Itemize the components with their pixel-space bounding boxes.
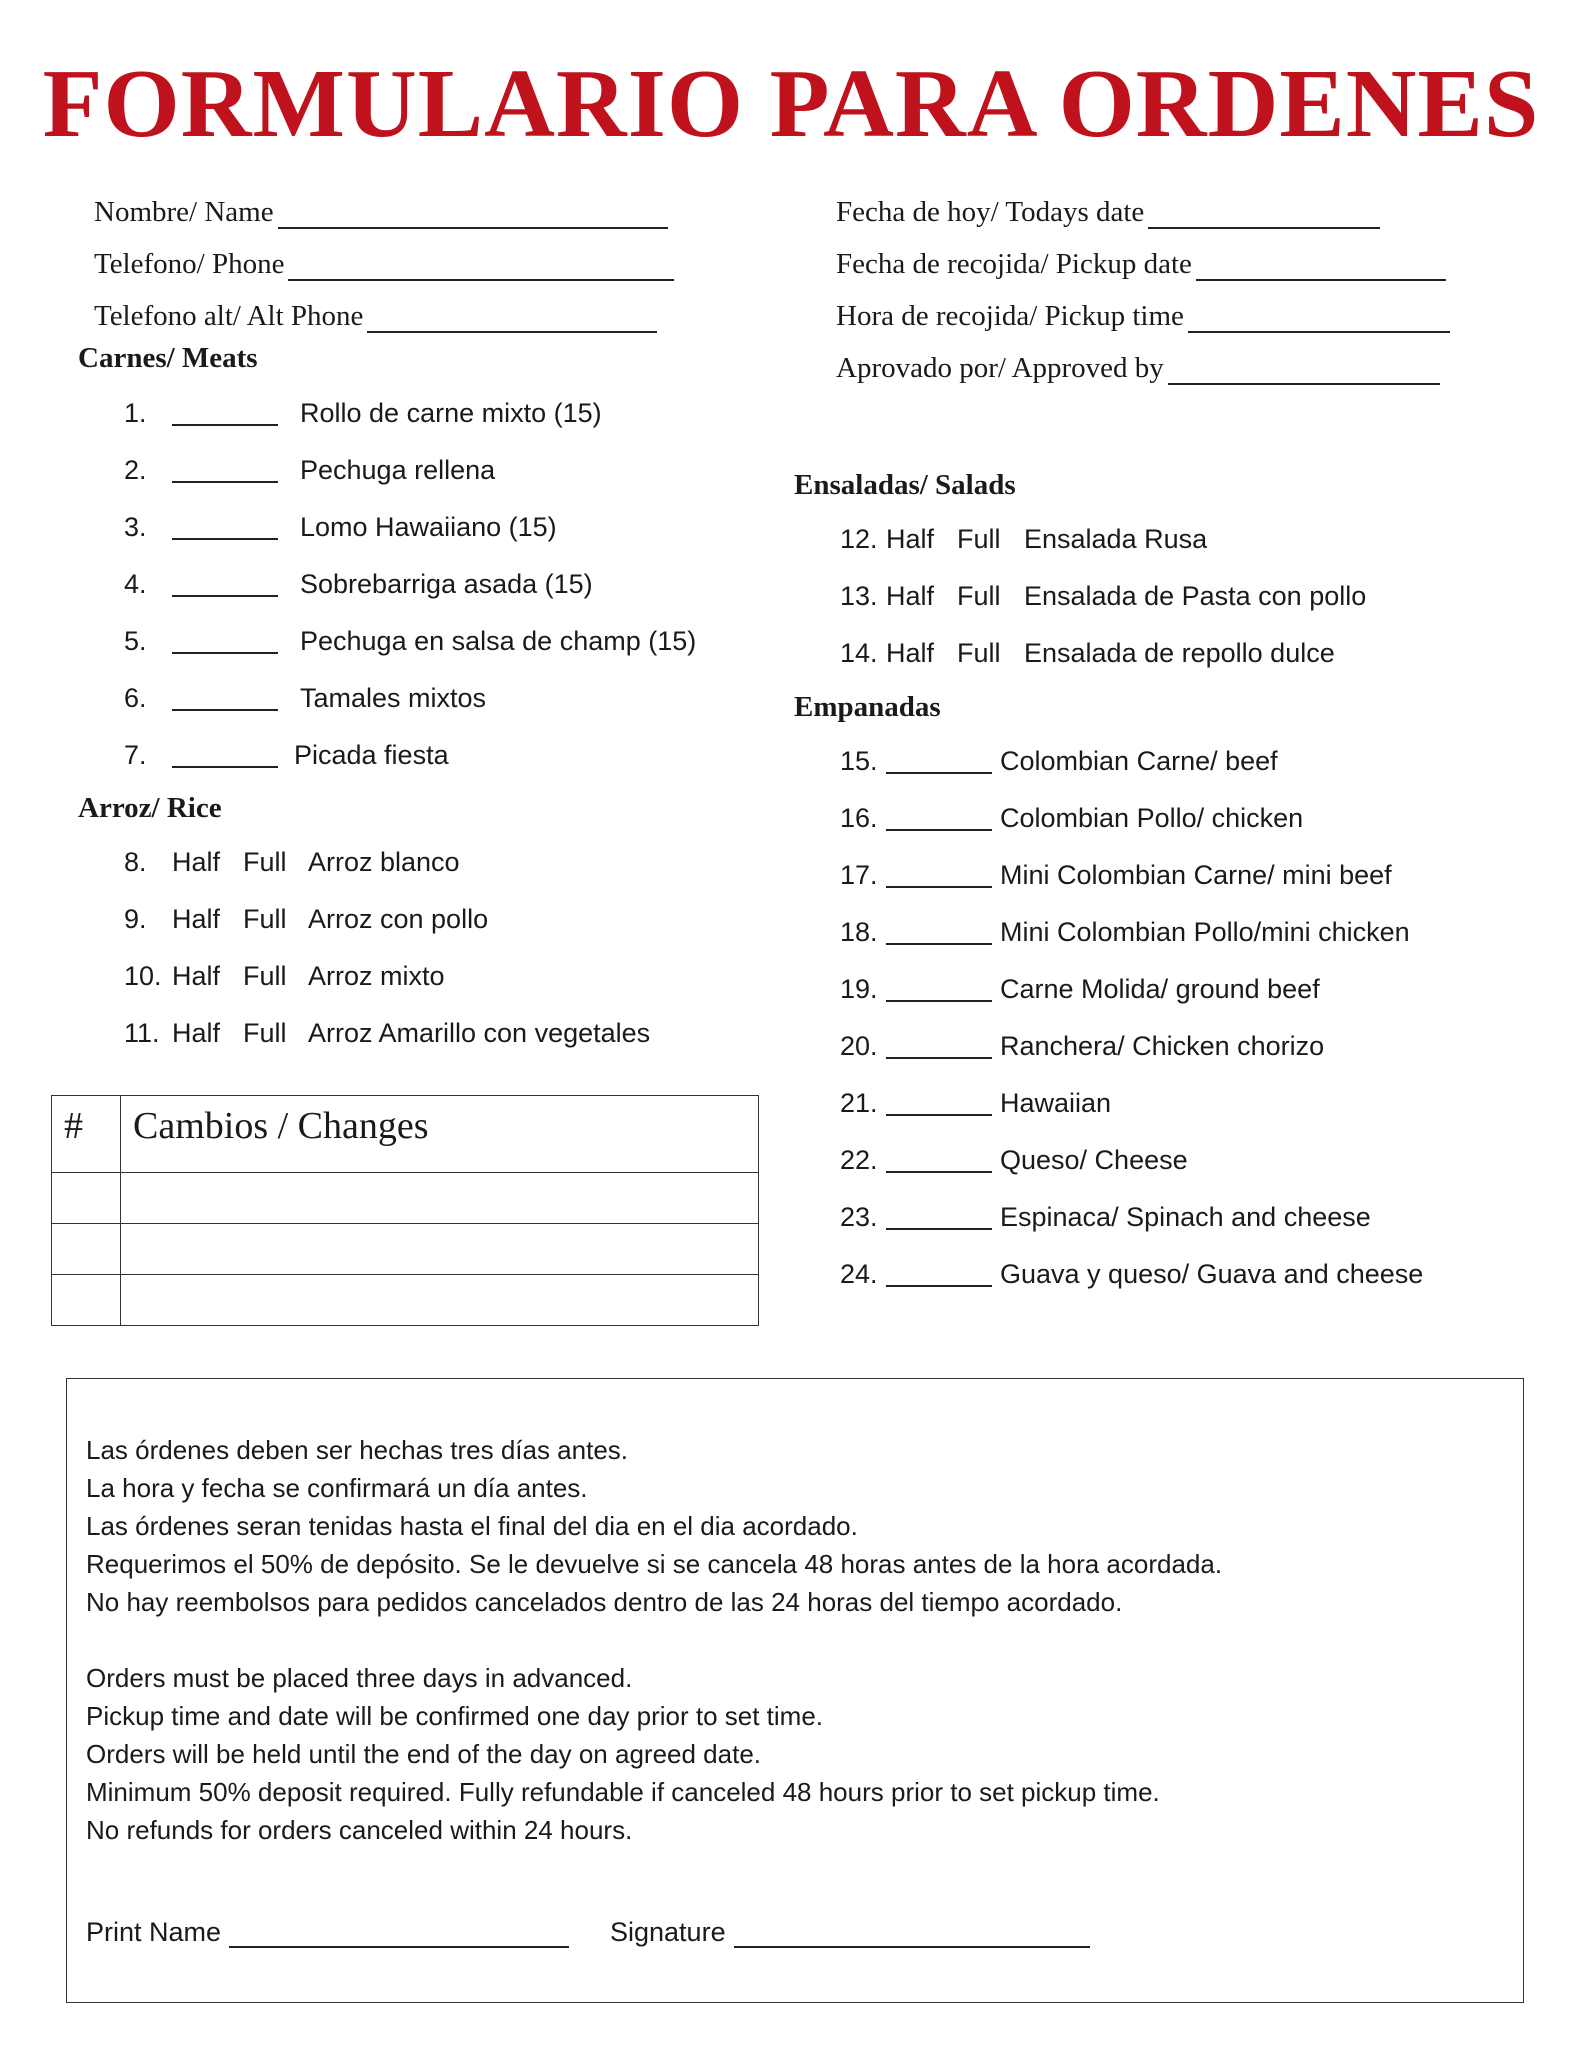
item-number: 22. xyxy=(840,1145,878,1175)
half-option[interactable]: Half xyxy=(172,904,221,934)
list-item xyxy=(840,803,1480,837)
item-name: Lomo Hawaiiano (15) xyxy=(300,512,557,542)
approved-by-field[interactable] xyxy=(836,352,1440,385)
alt-phone-input-line[interactable] xyxy=(367,305,657,333)
phone-input-line[interactable] xyxy=(288,253,674,281)
signature-label: Signature xyxy=(610,1917,726,1947)
list-item xyxy=(840,581,1480,615)
item-name: Mini Colombian Pollo/mini chicken xyxy=(1000,917,1410,947)
list-item xyxy=(840,974,1480,1008)
half-option[interactable]: Half xyxy=(886,581,935,611)
phone-field[interactable] xyxy=(94,248,674,281)
half-option[interactable]: Half xyxy=(886,638,935,668)
signature-line[interactable] xyxy=(734,1920,1090,1948)
item-number: 20. xyxy=(840,1031,878,1061)
item-name: Arroz blanco xyxy=(308,847,460,877)
item-number: 23. xyxy=(840,1202,878,1232)
pickup-time-label: Hora de recojida/ Pickup time xyxy=(836,300,1184,332)
print-name-label: Print Name xyxy=(86,1917,222,1947)
number-column-header: # xyxy=(52,1096,121,1173)
policies-spanish xyxy=(86,1431,1222,1621)
item-number: 2. xyxy=(124,455,147,485)
list-item xyxy=(840,917,1480,951)
quantity-blank[interactable] xyxy=(172,740,278,768)
item-number: 17. xyxy=(840,860,878,890)
list-item xyxy=(124,569,744,603)
quantity-blank[interactable] xyxy=(886,1145,992,1173)
item-number: 12. xyxy=(840,524,878,554)
quantity-blank[interactable] xyxy=(886,803,992,831)
list-item xyxy=(124,683,744,717)
item-number: 7. xyxy=(124,740,147,770)
alt-phone-label: Telefono alt/ Alt Phone xyxy=(94,300,364,332)
table-row xyxy=(52,1173,759,1224)
policy-box xyxy=(66,1378,1524,2003)
item-number: 8. xyxy=(124,847,147,877)
pickup-date-label: Fecha de recojida/ Pickup date xyxy=(836,248,1192,280)
changes-table xyxy=(51,1095,759,1326)
table-row xyxy=(52,1224,759,1275)
full-option[interactable]: Full xyxy=(957,581,1001,611)
item-name: Arroz Amarillo con vegetales xyxy=(308,1018,651,1048)
approved-by-label: Aprovado por/ Approved by xyxy=(836,352,1164,384)
changes-column-header: Cambios / Changes xyxy=(121,1096,759,1173)
item-name: Ensalada de Pasta con pollo xyxy=(1024,581,1367,611)
item-number: 6. xyxy=(124,683,147,713)
item-name: Rollo de carne mixto (15) xyxy=(300,398,602,428)
quantity-blank[interactable] xyxy=(172,569,278,597)
print-name-field[interactable] xyxy=(86,1917,569,1948)
quantity-blank[interactable] xyxy=(886,1259,992,1287)
list-item xyxy=(124,904,744,938)
policy-line: Las órdenes deben ser hechas tres días antes. xyxy=(86,1435,629,1465)
full-option[interactable]: Full xyxy=(243,904,287,934)
pickup-date-field[interactable] xyxy=(836,248,1446,281)
list-item xyxy=(840,524,1480,558)
list-item xyxy=(124,1018,744,1052)
item-number: 5. xyxy=(124,626,147,656)
item-number: 24. xyxy=(840,1259,878,1289)
item-name: Sobrebarriga asada (15) xyxy=(300,569,593,599)
item-number: 13. xyxy=(840,581,878,611)
item-name: Ranchera/ Chicken chorizo xyxy=(1000,1031,1325,1061)
item-number: 10. xyxy=(124,961,162,991)
item-name: Colombian Carne/ beef xyxy=(1000,746,1278,776)
list-item xyxy=(124,626,744,660)
rice-heading: Arroz/ Rice xyxy=(78,792,222,824)
list-item xyxy=(124,740,744,774)
todays-date-input-line[interactable] xyxy=(1148,201,1380,229)
name-label: Nombre/ Name xyxy=(94,196,274,228)
policy-line: La hora y fecha se confirmará un día antes. xyxy=(86,1473,588,1503)
item-name: Colombian Pollo/ chicken xyxy=(1000,803,1304,833)
item-name: Pechuga rellena xyxy=(300,455,496,485)
quantity-blank[interactable] xyxy=(886,1202,992,1230)
signature-field[interactable] xyxy=(610,1917,1090,1948)
changes-cell[interactable] xyxy=(121,1224,759,1275)
item-number: 18. xyxy=(840,917,878,947)
item-number: 9. xyxy=(124,904,147,934)
item-name: Queso/ Cheese xyxy=(1000,1145,1188,1175)
quantity-blank[interactable] xyxy=(886,1088,992,1116)
item-name: Arroz con pollo xyxy=(308,904,489,934)
approved-by-input-line[interactable] xyxy=(1168,357,1440,385)
full-option[interactable]: Full xyxy=(957,638,1001,668)
list-item xyxy=(840,638,1480,672)
changes-cell[interactable] xyxy=(121,1275,759,1326)
policy-line: Orders must be placed three days in advanced. xyxy=(86,1663,633,1693)
quantity-blank[interactable] xyxy=(172,455,278,483)
policy-line: Las órdenes seran tenidas hasta el final del dia en el dia acordado. xyxy=(86,1511,858,1541)
half-option[interactable]: Half xyxy=(886,524,935,554)
todays-date-label: Fecha de hoy/ Todays date xyxy=(836,196,1145,228)
item-name: Picada fiesta xyxy=(294,740,449,770)
name-input-line[interactable] xyxy=(278,201,668,229)
item-name: Tamales mixtos xyxy=(300,683,487,713)
list-item xyxy=(124,455,744,489)
number-cell[interactable] xyxy=(52,1275,121,1326)
number-cell[interactable] xyxy=(52,1224,121,1275)
half-option[interactable]: Half xyxy=(172,961,221,991)
full-option[interactable]: Full xyxy=(243,847,287,877)
todays-date-field[interactable] xyxy=(836,196,1380,229)
pickup-time-field[interactable] xyxy=(836,300,1450,333)
list-item xyxy=(124,847,744,881)
policies-english xyxy=(86,1659,1160,1849)
quantity-blank[interactable] xyxy=(886,860,992,888)
item-number: 14. xyxy=(840,638,878,668)
list-item xyxy=(840,1031,1480,1065)
policy-line: Minimum 50% deposit required. Fully refundable if canceled 48 hours prior to set pickup time. xyxy=(86,1777,1160,1807)
full-option[interactable]: Full xyxy=(243,961,287,991)
meats-heading: Carnes/ Meats xyxy=(78,342,258,374)
item-number: 15. xyxy=(840,746,878,776)
number-cell[interactable] xyxy=(52,1173,121,1224)
item-name: Ensalada Rusa xyxy=(1024,524,1208,554)
table-header-row xyxy=(52,1096,759,1173)
item-number: 21. xyxy=(840,1088,878,1118)
policy-line: Pickup time and date will be confirmed one day prior to set time. xyxy=(86,1701,824,1731)
list-item xyxy=(840,860,1480,894)
item-number: 16. xyxy=(840,803,878,833)
item-name: Carne Molida/ ground beef xyxy=(1000,974,1320,1004)
list-item xyxy=(124,512,744,546)
pickup-date-input-line[interactable] xyxy=(1196,253,1446,281)
table-row xyxy=(52,1275,759,1326)
list-item xyxy=(124,961,744,995)
policy-line: Orders will be held until the end of the day on agreed date. xyxy=(86,1739,761,1769)
policy-line: Requerimos el 50% de depósito. Se le devuelve si se cancela 48 horas antes de la hora acordada. xyxy=(86,1549,1223,1579)
item-number: 4. xyxy=(124,569,147,599)
item-name: Ensalada de repollo dulce xyxy=(1024,638,1335,668)
policy-line: No refunds for orders canceled within 24 hours. xyxy=(86,1815,633,1845)
page-title: FORMULARIO PARA ORDENES xyxy=(42,50,1540,158)
list-item xyxy=(840,1145,1480,1179)
list-item xyxy=(840,746,1480,780)
quantity-blank[interactable] xyxy=(886,974,992,1002)
quantity-blank[interactable] xyxy=(886,1031,992,1059)
full-option[interactable]: Full xyxy=(957,524,1001,554)
item-name: Arroz mixto xyxy=(308,961,445,991)
half-option[interactable]: Half xyxy=(172,1018,221,1048)
quantity-blank[interactable] xyxy=(886,746,992,774)
changes-cell[interactable] xyxy=(121,1173,759,1224)
phone-label: Telefono/ Phone xyxy=(94,248,285,280)
item-number: 3. xyxy=(124,512,147,542)
item-number: 19. xyxy=(840,974,878,1004)
name-field[interactable] xyxy=(94,196,668,229)
salads-heading: Ensaladas/ Salads xyxy=(794,469,1016,501)
item-name: Espinaca/ Spinach and cheese xyxy=(1000,1202,1371,1232)
item-name: Mini Colombian Carne/ mini beef xyxy=(1000,860,1392,890)
list-item xyxy=(840,1202,1480,1236)
list-item xyxy=(840,1088,1480,1122)
item-name: Pechuga en salsa de champ (15) xyxy=(300,626,697,656)
quantity-blank[interactable] xyxy=(886,917,992,945)
empanadas-heading: Empanadas xyxy=(794,691,941,723)
pickup-time-input-line[interactable] xyxy=(1188,305,1450,333)
policy-line: No hay reembolsos para pedidos cancelados dentro de las 24 horas del tiempo acordado. xyxy=(86,1587,1123,1617)
item-number: 1. xyxy=(124,398,147,428)
quantity-blank[interactable] xyxy=(172,512,278,540)
quantity-blank[interactable] xyxy=(172,626,278,654)
item-name: Guava y queso/ Guava and cheese xyxy=(1000,1259,1424,1289)
print-name-line[interactable] xyxy=(229,1920,569,1948)
item-number: 11. xyxy=(124,1018,160,1048)
list-item xyxy=(840,1259,1480,1293)
list-item xyxy=(124,398,744,432)
alt-phone-field[interactable] xyxy=(94,300,657,333)
half-option[interactable]: Half xyxy=(172,847,221,877)
full-option[interactable]: Full xyxy=(243,1018,287,1048)
quantity-blank[interactable] xyxy=(172,398,278,426)
quantity-blank[interactable] xyxy=(172,683,278,711)
item-name: Hawaiian xyxy=(1000,1088,1112,1118)
